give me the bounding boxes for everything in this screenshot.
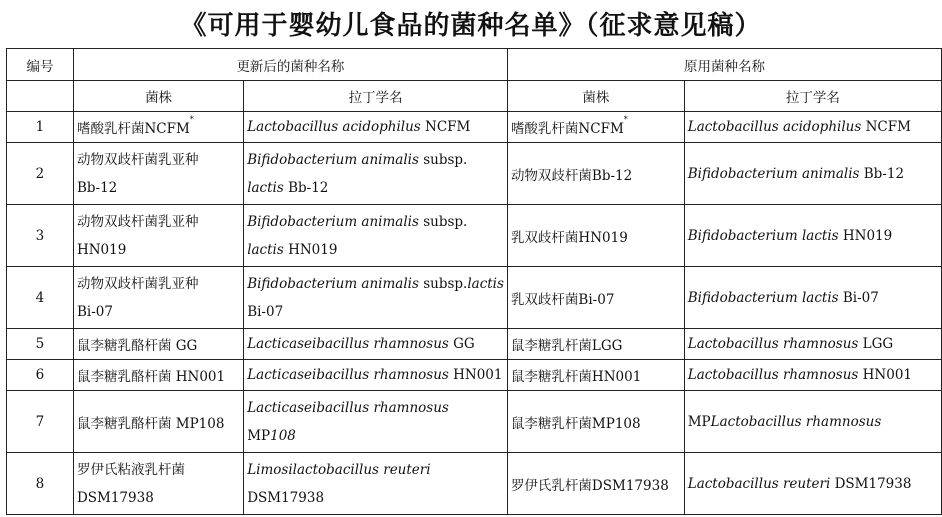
new-strain-line: 动物双歧杆菌乳亚种 <box>76 213 199 230</box>
new-strain-line: 鼠李糖乳酪杆菌 GG <box>76 338 198 354</box>
latin-roman: subsp. <box>418 275 468 292</box>
row-number: 8 <box>7 453 74 515</box>
latin-italic: Bifidobacterium lactis <box>687 289 839 306</box>
old-strain-name: 动物双歧杆菌Bb-12 <box>507 143 684 205</box>
latin-italic: Bifidobacterium animalis <box>247 151 419 168</box>
latin-italic: Lactobacillus acidophilus <box>687 119 862 135</box>
old-latin-line <box>688 476 938 492</box>
latin-italic: Bifidobacterium lactis <box>687 227 839 244</box>
header-old-latin: 拉丁学名 <box>684 81 941 112</box>
new-strain-line: 动物双歧杆菌乳亚种 <box>76 275 199 292</box>
new-strain-line: HN019 <box>76 241 127 258</box>
old-latin-name <box>684 267 941 329</box>
latin-italic: Lacticaseibacillus rhamnosus <box>247 399 449 416</box>
latin-roman: Bb-12 <box>283 179 329 196</box>
document-title: 《可用于婴幼儿食品的菌种名单》（征求意见稿） <box>180 11 762 41</box>
new-latin-line <box>247 298 504 326</box>
new-strain-line: 鼠李糖乳酪杆菌 MP108 <box>76 415 225 432</box>
old-latin-line <box>688 228 938 244</box>
new-latin-name <box>244 329 508 360</box>
new-strain-line: 动物双歧杆菌乳亚种 <box>76 151 199 168</box>
new-strain-line: DSM17938 <box>76 489 154 506</box>
new-strain-line: 嗜酸乳杆菌NCFM* <box>76 115 194 137</box>
footnote-mark: * <box>623 115 628 124</box>
row-number: 1 <box>7 112 74 143</box>
table-row <box>7 112 942 143</box>
new-latin-line <box>247 174 504 202</box>
latin-italic: lactis <box>247 241 284 258</box>
old-latin-line <box>688 290 938 306</box>
latin-italic: Lactobacillus reuteri <box>687 475 831 492</box>
latin-roman: GG <box>448 336 475 352</box>
old-strain-name: 鼠李糖乳杆菌LGG <box>507 329 684 360</box>
latin-roman: subsp. <box>418 151 468 168</box>
latin-italic: lactis <box>467 275 504 292</box>
latin-roman: DSM17938 <box>247 489 325 506</box>
old-latin-name <box>684 205 941 267</box>
latin-roman: NCFM <box>861 119 911 135</box>
latin-roman: MP <box>247 427 271 444</box>
header-no-blank <box>7 81 74 112</box>
old-latin-name <box>684 360 941 391</box>
table-row <box>7 453 942 515</box>
old-strain-name: 罗伊氏乳杆菌DSM17938 <box>507 453 684 515</box>
new-latin-line <box>247 119 504 135</box>
old-strain-name: 嗜酸乳杆菌NCFM* <box>507 112 684 143</box>
new-strain-line: Bb-12 <box>76 179 118 196</box>
latin-roman: HN019 <box>838 227 893 244</box>
row-number: 5 <box>7 329 74 360</box>
latin-italic: Lactobacillus rhamnosus <box>687 367 859 383</box>
header-new-strain: 菌株 <box>73 81 243 112</box>
table-row <box>7 329 942 360</box>
table-row <box>7 205 942 267</box>
old-latin-name <box>684 391 941 453</box>
new-strain-name <box>73 112 243 143</box>
latin-roman: HN019 <box>283 241 338 258</box>
new-latin-line <box>247 208 504 236</box>
latin-italic: Bifidobacterium animalis <box>687 165 860 182</box>
new-strain-line: 罗伊氏粘液乳杆菌 <box>76 461 185 478</box>
old-strain-name: 鼠李糖乳杆菌HN001 <box>507 360 684 391</box>
latin-italic: Lacticaseibacillus rhamnosus <box>247 336 449 352</box>
latin-roman: HN001 <box>448 367 503 383</box>
new-latin-name <box>244 143 508 205</box>
new-latin-name <box>244 453 508 515</box>
new-strain-name <box>73 453 243 515</box>
latin-roman: NCFM <box>420 119 471 135</box>
new-latin-line <box>247 336 504 352</box>
table-row <box>7 143 942 205</box>
header-original-names: 原用菌种名称 <box>507 49 941 81</box>
latin-roman: MP <box>687 413 711 430</box>
new-latin-name <box>244 112 508 143</box>
row-number: 4 <box>7 267 74 329</box>
table-row <box>7 267 942 329</box>
latin-roman: DSM17938 <box>830 475 912 492</box>
new-strain-name <box>73 391 243 453</box>
table-row <box>7 391 942 453</box>
old-latin-name <box>684 143 941 205</box>
latin-italic: Lacticaseibacillus rhamnosus <box>247 367 449 383</box>
new-strain-name <box>73 267 243 329</box>
latin-italic: Lactobacillus rhamnosus <box>687 336 859 352</box>
new-latin-line <box>247 146 504 174</box>
row-number: 3 <box>7 205 74 267</box>
new-latin-name <box>244 205 508 267</box>
new-strain-name <box>73 143 243 205</box>
latin-roman: Bi-07 <box>247 303 284 320</box>
latin-roman: HN001 <box>858 367 913 383</box>
old-latin-line <box>688 367 938 383</box>
header-updated-names: 更新后的菌种名称 <box>73 49 507 81</box>
latin-italic: Lactobacillus rhamnosus <box>710 413 882 430</box>
latin-italic: Limosilactobacillus reuteri <box>247 461 431 478</box>
new-strain-line: 鼠李糖乳酪杆菌 HN001 <box>76 369 226 385</box>
new-strain-line: Bi-07 <box>76 303 113 320</box>
new-latin-line <box>247 367 504 383</box>
latin-italic: 108 <box>270 427 296 444</box>
header-no: 编号 <box>7 49 74 81</box>
latin-italic: Lactobacillus acidophilus <box>247 119 421 135</box>
new-strain-name <box>73 360 243 391</box>
new-latin-name <box>244 360 508 391</box>
new-strain-name <box>73 329 243 360</box>
new-latin-line <box>247 484 504 512</box>
new-latin-name <box>244 267 508 329</box>
table-row <box>7 360 942 391</box>
new-latin-name <box>244 391 508 453</box>
header-row-groups <box>7 49 942 81</box>
row-number: 2 <box>7 143 74 205</box>
latin-roman: Bb-12 <box>859 165 905 182</box>
old-latin-line <box>688 336 938 352</box>
latin-italic: lactis <box>247 179 284 196</box>
footnote-mark: * <box>189 115 194 124</box>
row-number: 7 <box>7 391 74 453</box>
new-latin-line <box>247 236 504 264</box>
header-new-latin: 拉丁学名 <box>244 81 508 112</box>
latin-roman: LGG <box>858 336 894 352</box>
old-latin-name <box>684 112 941 143</box>
new-latin-line <box>247 422 504 450</box>
latin-italic: Bifidobacterium animalis <box>247 275 419 292</box>
latin-italic: Bifidobacterium animalis <box>247 213 419 230</box>
old-latin-name <box>684 329 941 360</box>
old-latin-line <box>688 166 938 182</box>
new-strain-name <box>73 205 243 267</box>
new-latin-line <box>247 456 504 484</box>
row-number: 6 <box>7 360 74 391</box>
latin-roman: Bi-07 <box>838 289 879 306</box>
latin-roman: subsp. <box>418 213 468 230</box>
old-latin-name <box>684 453 941 515</box>
old-latin-line <box>688 119 938 135</box>
strain-list-table <box>6 48 942 515</box>
old-strain-name: 鼠李糖乳杆菌MP108 <box>507 391 684 453</box>
old-strain-name: 乳双歧杆菌HN019 <box>507 205 684 267</box>
header-row-sub <box>7 81 942 112</box>
new-latin-line <box>247 270 504 298</box>
new-latin-line <box>247 394 504 422</box>
header-old-strain: 菌株 <box>507 81 684 112</box>
old-strain-name: 乳双歧杆菌Bi-07 <box>507 267 684 329</box>
old-latin-line <box>688 414 938 430</box>
